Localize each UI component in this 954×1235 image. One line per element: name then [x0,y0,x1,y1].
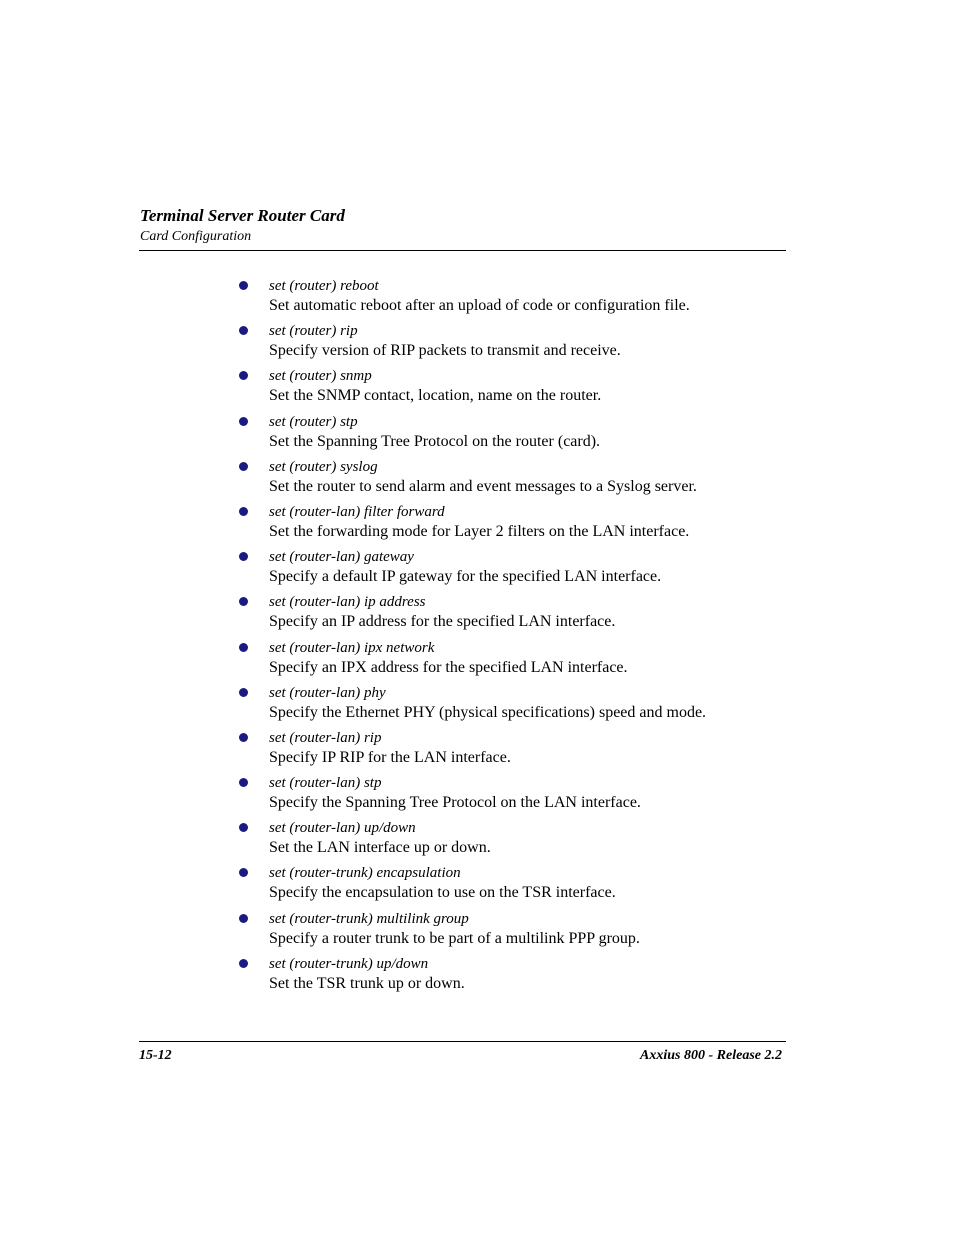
bullet-icon [239,417,248,426]
command-name: set (router-trunk) up/down [269,955,429,972]
bullet-icon [239,959,248,968]
bullet-icon [239,552,248,561]
command-name: set (router) stp [269,413,358,430]
command-description: Set the router to send alarm and event messages to a Syslog server. [269,477,697,495]
list-item [0,547,954,592]
page-number: 15-12 [139,1048,172,1063]
command-description: Set the LAN interface up or down. [269,839,491,857]
command-description: Specify a default IP gateway for the specified LAN interface. [269,568,662,586]
command-description: Set automatic reboot after an upload of code or configuration file. [269,297,690,314]
list-item [0,638,954,683]
bullet-icon [239,778,248,787]
list-item [0,412,954,457]
list-item [0,818,954,863]
command-name: set (router-lan) up/down [269,820,416,837]
command-name: set (router) snmp [269,368,372,385]
command-name: set (router-lan) filter forward [269,503,445,520]
bullet-icon [239,643,248,652]
command-description: Specify the Ethernet PHY (physical specifications) speed and mode. [269,703,707,721]
command-description: Set the forwarding mode for Layer 2 filters on the LAN interface. [269,522,690,540]
command-name: set (router-lan) stp [269,775,382,792]
bullet-icon [239,914,248,923]
command-description: Specify the Spanning Tree Protocol on the LAN interface. [269,794,641,812]
page-header-title: Terminal Server Router Card [140,206,345,225]
list-item [0,728,954,773]
command-name: set (router-trunk) encapsulation [269,865,461,882]
header-rule [139,250,786,251]
command-list [0,276,954,999]
command-name: set (router-lan) ipx network [269,639,435,656]
bullet-icon [239,733,248,742]
list-item [0,909,954,954]
command-name: set (router-lan) ip address [269,594,426,611]
list-item [0,683,954,728]
command-name: set (router-trunk) multilink group [269,910,469,927]
command-description: Specify a router trunk to be part of a multilink PPP group. [269,929,640,947]
command-description: Set the SNMP contact, location, name on the router. [269,387,602,405]
product-release: Axxius 800 - Release 2.2 [640,1048,782,1063]
list-item [0,502,954,547]
list-item [0,276,954,321]
list-item [0,321,954,366]
bullet-icon [239,823,248,832]
footer-rule [139,1041,786,1042]
bullet-icon [239,507,248,516]
list-item [0,954,954,999]
command-name: set (router-lan) gateway [269,549,414,566]
command-description: Specify version of RIP packets to transmit and receive. [269,342,621,360]
page-header-subtitle: Card Configuration [140,229,252,244]
bullet-icon [239,371,248,380]
bullet-icon [239,462,248,471]
bullet-icon [239,326,248,335]
list-item [0,773,954,818]
list-item [0,366,954,411]
bullet-icon [239,688,248,697]
command-description: Set the Spanning Tree Protocol on the router (card). [269,432,601,450]
command-name: set (router) rip [269,323,358,340]
command-description: Specify IP RIP for the LAN interface. [269,748,511,766]
list-item [0,863,954,908]
list-item [0,457,954,502]
command-description: Set the TSR trunk up or down. [269,974,465,992]
command-description: Specify an IP address for the specified LAN interface. [269,613,616,631]
command-name: set (router) syslog [269,458,378,475]
command-description: Specify the encapsulation to use on the TSR interface. [269,884,616,902]
bullet-icon [239,597,248,606]
command-description: Specify an IPX address for the specified LAN interface. [269,658,628,676]
list-item [0,592,954,637]
command-name: set (router) reboot [269,278,379,294]
bullet-icon [239,868,248,877]
command-name: set (router-lan) phy [269,684,386,701]
command-name: set (router-lan) rip [269,729,382,746]
bullet-icon [239,281,248,290]
